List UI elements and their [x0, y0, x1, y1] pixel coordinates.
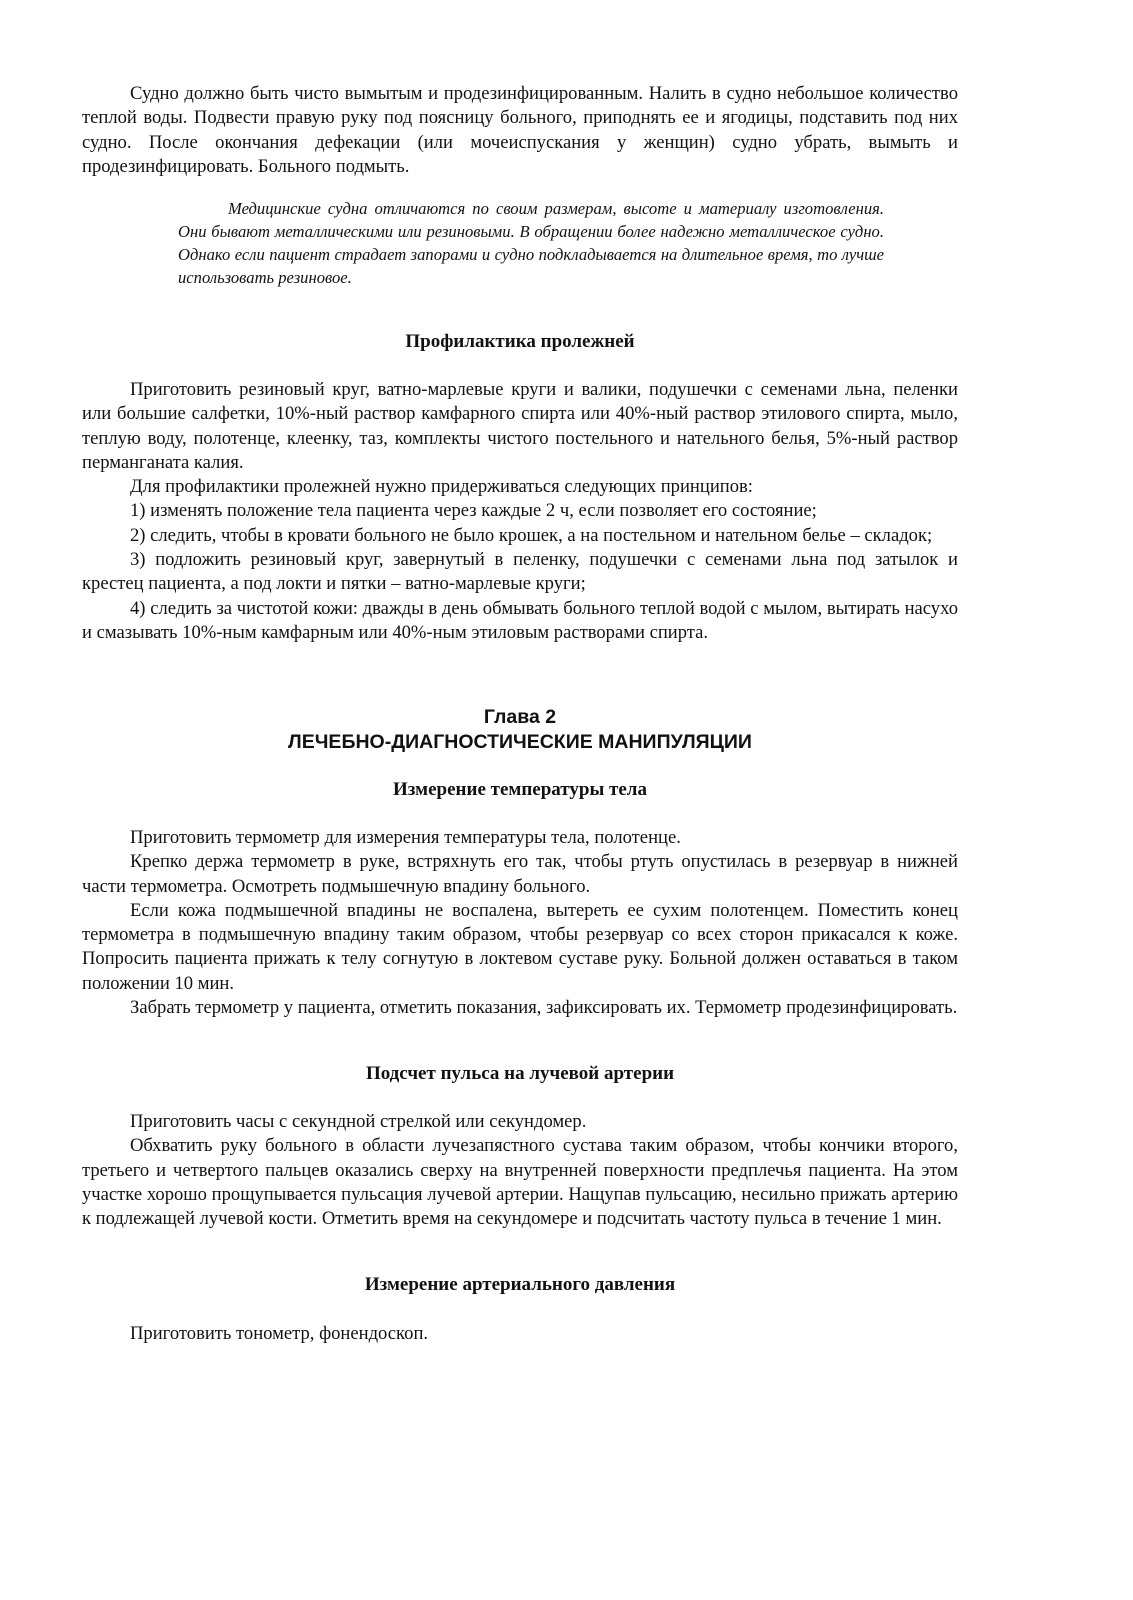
- body-paragraph: Крепко держа термометр в руке, встряхнуть его так, чтобы ртуть опустилась в резервуар в нижней части термометра. Осмотреть подмышечную впадину больного.: [82, 851, 958, 897]
- list-item: 3) подложить резиновый круг, завернутый в пеленку, подушечки с семенами льна под затылок и крестец пациента, а под локти и пятки – ватно-марлевые круги;: [82, 549, 958, 595]
- pulse-section: [82, 1110, 958, 1231]
- intro-section: [82, 82, 958, 179]
- chapter-title: ЛЕЧЕБНО-ДИАГНОСТИЧЕСКИЕ МАНИПУЛЯЦИИ: [288, 731, 752, 753]
- body-paragraph: Если кожа подмышечной впадины не воспалена, вытереть ее сухим полотенцем. Поместить конец термометра в подмышечную впадину таким образом, чтобы резервуар со всех сторон прикасался к коже. Попросить пациента прижать к телу согнутую в локтевом суставе руку. Больной должен оставаться в таком положении 10 мин.: [82, 899, 958, 994]
- chapter-number: Глава 2: [483, 706, 557, 728]
- body-paragraph: Приготовить резиновый круг, ватно-марлевые круги и валики, подушечки с семенами льна, пеленки или большие салфетки, 10%-ный раствор камфарного спирта или 40%-ный раствор этилового спирта, мыло, теплую воду, полотенце, клеенку, таз, комплекты чистого постельного и нательного белья, 5%-ный раствор перманганата калия.: [82, 379, 958, 473]
- note-paragraph: Медицинские судна отличаются по своим размерам, высоте и материалу изготовления. Они бывают металлическими или резиновыми. В обращении более надежно металлическое судно. Однако если пациент страдает запорами и судно подкладывается на длительное время, то лучше использовать резиновое.: [178, 199, 884, 287]
- pressure-section: [82, 1322, 958, 1346]
- list-item: 2) следить, чтобы в кровати больного не было крошек, а на постельном и нательном белье – складок;: [130, 524, 933, 546]
- intro-paragraph: Судно должно быть чисто вымытым и продезинфицированным. Налить в судно небольшое количество теплой воды. Подвести правую руку под поясницу больного, приподнять ее и ягодицы, подставить под них судно. После окончания дефекации (или мочеиспускания у женщин) судно убрать, вымыть и продезинфицировать. Больного подмыть.: [82, 83, 958, 177]
- bedpan-note: [178, 197, 884, 289]
- section-title-pressure: Измерение артериального давления: [364, 1274, 676, 1295]
- body-paragraph: Приготовить термометр для измерения температуры тела, полотенце.: [130, 827, 681, 848]
- body-paragraph: Приготовить часы с секундной стрелкой или секундомер.: [130, 1111, 587, 1132]
- body-paragraph: Для профилактики пролежней нужно придерживаться следующих принципов:: [130, 476, 753, 498]
- list-item: 1) изменять положение тела пациента через каждые 2 ч, если позволяет его состояние;: [130, 500, 817, 522]
- section-title-temperature: Измерение температуры тела: [393, 779, 647, 800]
- body-paragraph: Приготовить тонометр, фонендоскоп.: [130, 1323, 429, 1344]
- body-paragraph: Забрать термометр у пациента, отметить показания, зафиксировать их. Термометр продезинфицировать.: [130, 997, 958, 1019]
- body-paragraph: Обхватить руку больного в области лучезапястного сустава таким образом, чтобы кончики второго, третьего и четвертого пальцев оказались сверху на внутренней поверхности предплечья пациента. На этом участке хорошо прощупывается пульсация лучевой артерии. Нащупав пульсацию, несильно прижать артерию к подлежащей лучевой кости. Отметить время на секундомере и подсчитать частоту пульса в течение 1 мин.: [82, 1135, 958, 1230]
- temperature-section: [82, 826, 958, 1020]
- bedsores-section: [82, 378, 958, 645]
- list-item: 4) следить за чистотой кожи: дважды в день обмывать больного теплой водой с мылом, вытирать насухо и смазывать 10%-ным камфарным или 40%-ным этиловым растворами спирта.: [82, 597, 958, 643]
- chapter-heading: [82, 705, 958, 755]
- section-title-pulse: Подсчет пульса на лучевой артерии: [365, 1063, 675, 1084]
- section-title-bedsores: Профилактика пролежней: [405, 331, 635, 352]
